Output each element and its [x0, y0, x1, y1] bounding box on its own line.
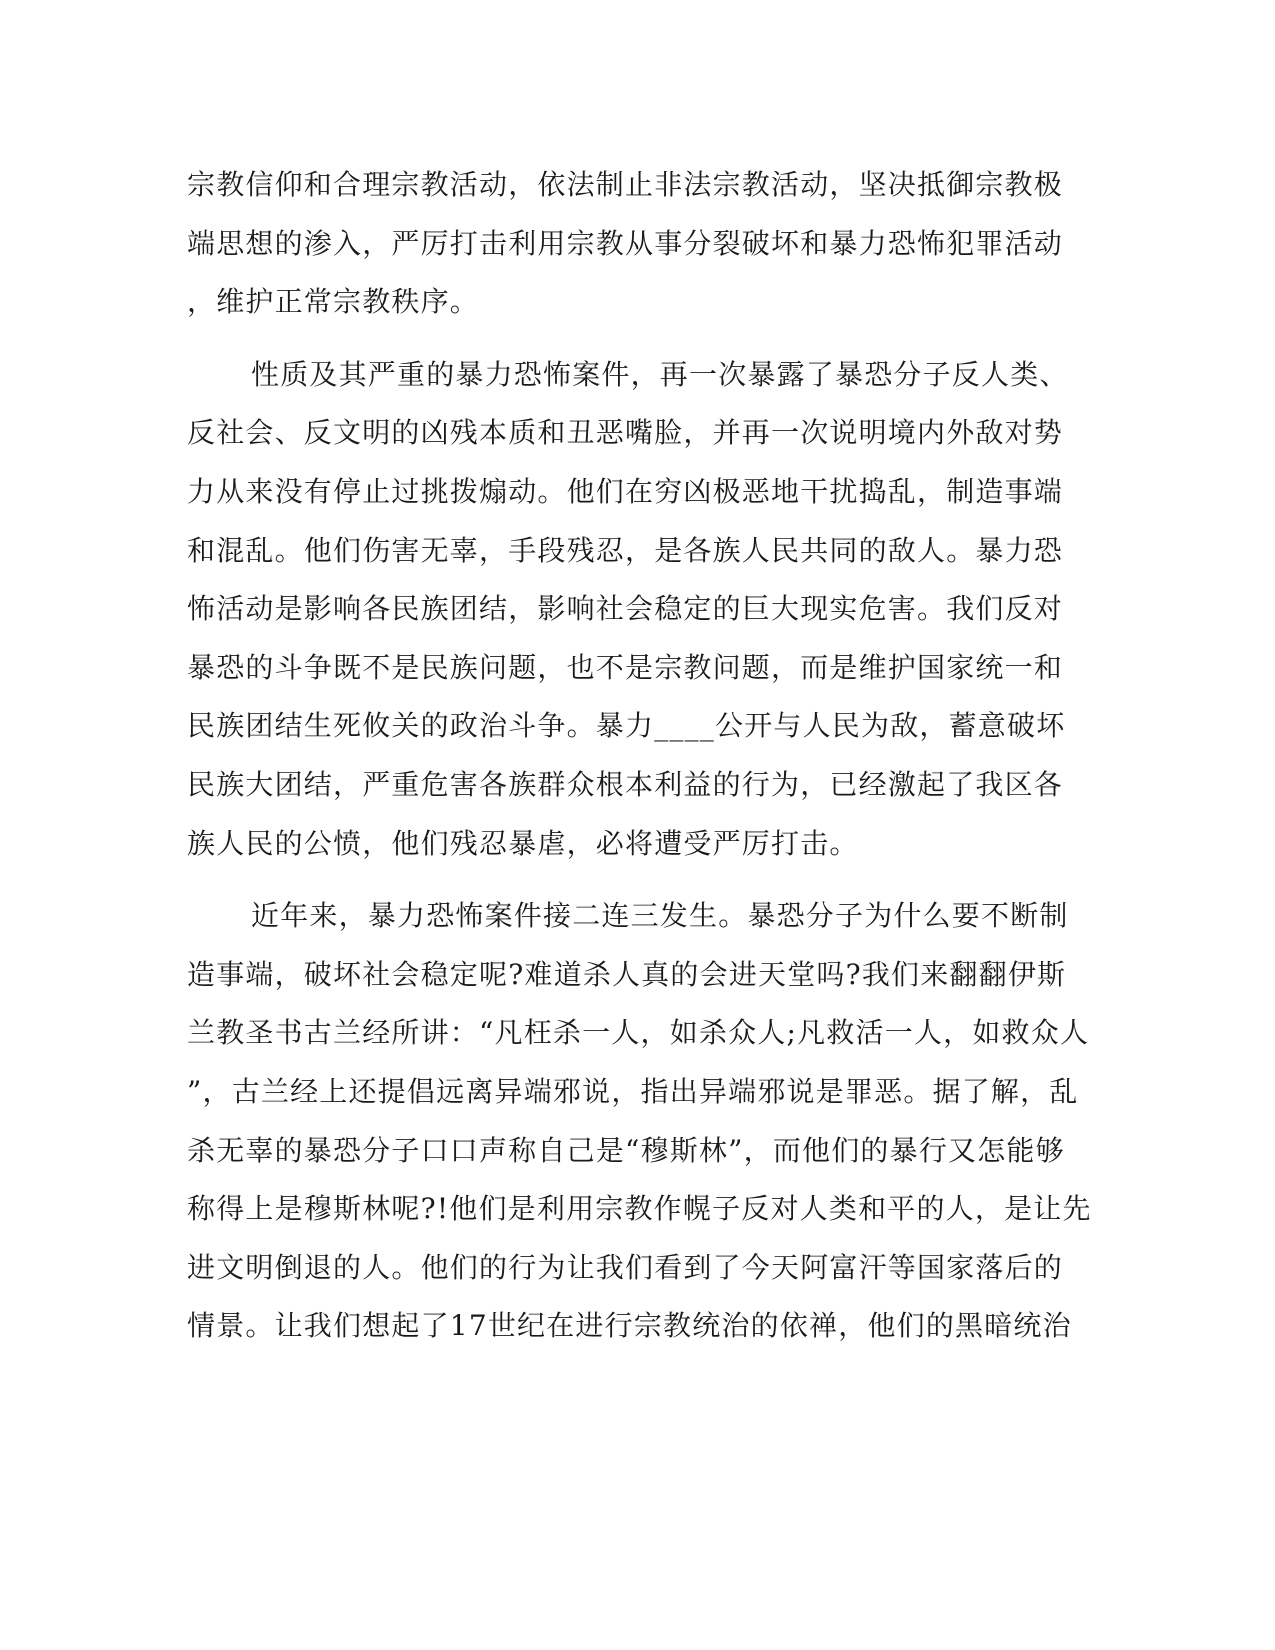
text-line: 民族大团结，严重危害各族群众根本利益的行为，已经激起了我区各	[187, 767, 1064, 801]
paragraph	[187, 156, 1087, 332]
text-line: 民族团结生死攸关的政治斗争。暴力____公开与人民为敌，蓄意破坏	[187, 709, 1066, 743]
text-line: 近年来，暴力恐怖案件接二连三发生。暴恐分子为什么要不断制	[251, 899, 1069, 933]
text-line: 称得上是穆斯林呢?!他们是利用宗教作幌子反对人类和平的人，是让先	[187, 1192, 1092, 1226]
text-line: 兰教圣书古兰经所讲：“凡枉杀一人，如杀众人;凡救活一人，如救众人	[187, 1016, 1090, 1050]
text-line: 暴恐的斗争既不是民族问题，也不是宗教问题，而是维护国家统一和	[187, 650, 1064, 684]
text-line: 性质及其严重的暴力恐怖案件，再一次暴露了暴恐分子反人类、	[251, 357, 1069, 391]
text-line: ，维护正常宗教秩序。	[187, 285, 480, 319]
text-line: 反社会、反文明的凶残本质和丑恶嘴脸，并再一次说明境内外敌对势	[187, 416, 1064, 450]
text-line: 族人民的公愤，他们残忍暴虐，必将遭受严厉打击。	[187, 826, 859, 860]
body-text	[187, 156, 1092, 1356]
text-line: 进文明倒退的人。他们的行为让我们看到了今天阿富汗等国家落后的	[187, 1250, 1064, 1284]
paragraph-gap	[187, 873, 1087, 887]
paragraph-gap	[187, 332, 1087, 346]
text-line: 宗教信仰和合理宗教活动，依法制止非法宗教活动，坚决抵御宗教极	[187, 168, 1064, 201]
text-line: 怖活动是影响各民族团结，影响社会稳定的巨大现实危害。我们反对	[187, 592, 1064, 626]
text-line: 杀无辜的暴恐分子口口声称自己是“穆斯林”，而他们的暴行又怎能够	[187, 1133, 1065, 1167]
text-line: ”，古兰经上还提倡远离异端邪说，指出异端邪说是罪恶。据了解，乱	[187, 1074, 1079, 1108]
paragraph	[187, 346, 1087, 873]
text-line: 端思想的渗入，严厉打击利用宗教从事分裂破坏和暴力恐怖犯罪活动	[187, 226, 1064, 260]
text-line: 情景。让我们想起了17世纪在进行宗教统治的依禅，他们的黑暗统治	[187, 1309, 1072, 1343]
text-line: 造事端，破坏社会稳定呢?难道杀人真的会进天堂吗?我们来翻翻伊斯	[187, 957, 1067, 991]
text-line: 力从来没有停止过挑拨煽动。他们在穷凶极恶地干扰捣乱，制造事端	[187, 474, 1064, 508]
paragraph	[187, 887, 1092, 1356]
text-line: 和混乱。他们伤害无辜，手段残忍，是各族人民共同的敌人。暴力恐	[187, 533, 1064, 567]
